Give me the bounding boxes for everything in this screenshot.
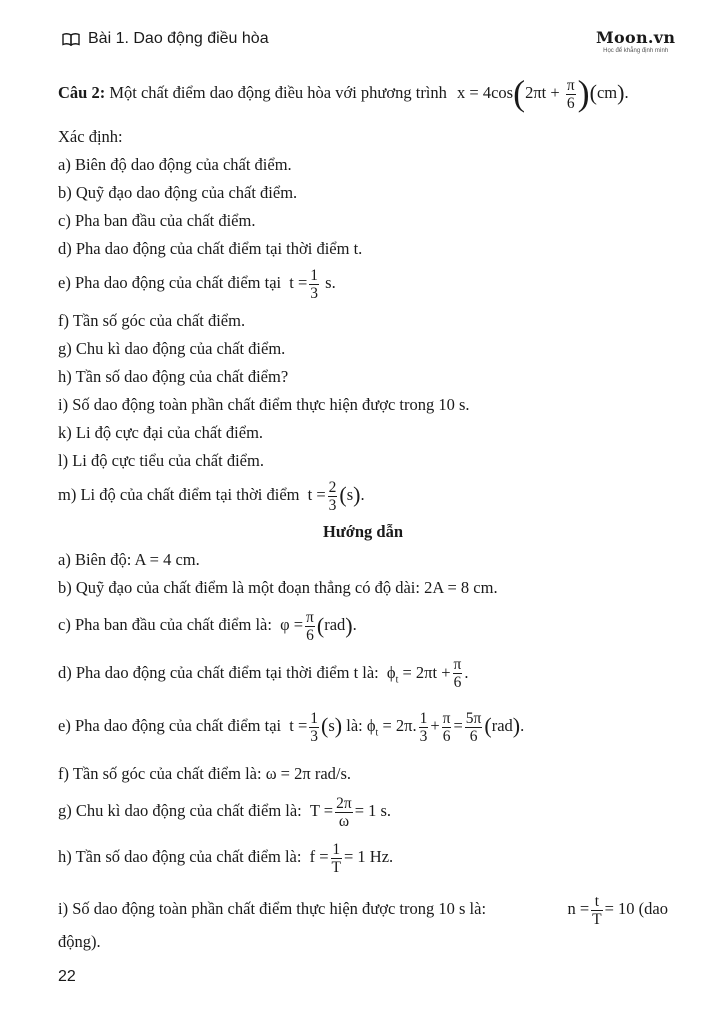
page-number: 22 — [58, 968, 76, 985]
question-text: Một chất điểm dao động điều hòa với phương trình — [109, 83, 447, 102]
header-title: Bài 1. Dao động điều hòa — [88, 30, 269, 47]
header-title-group — [62, 30, 269, 48]
list-item: b) Quỹ đạo dao động của chất điểm. — [58, 183, 298, 203]
list-item: g) Chu kì dao động của chất điểm. — [58, 339, 286, 359]
moon-logo — [596, 28, 675, 54]
solution-item: a) Biên độ: A = 4 cm. — [58, 550, 200, 570]
question-statement — [58, 70, 668, 117]
solution-item: b) Quỹ đạo của chất điểm là một đoạn thẳng có độ dài: 2A = 8 cm. — [58, 578, 498, 598]
logo-name: Moon.vn — [596, 28, 676, 47]
solution-item: f) Tần số góc của chất điểm là: ω = 2π rad/s. — [58, 764, 352, 784]
list-item: f) Tần số góc của chất điểm. — [58, 311, 246, 331]
book-icon — [62, 32, 80, 46]
list-item: c) Pha ban đầu của chất điểm. — [58, 211, 256, 231]
equation: x = 4cos(2πt + $\frac{\pi}{6}$ )(cm). — [457, 73, 629, 114]
solution-item: c) Pha ban đầu của chất điểm là: φ = $\frac{\pi}{6}$ (rad). — [58, 609, 357, 645]
logo-tagline: Học để khẳng định mình — [603, 48, 669, 54]
document-body — [58, 70, 668, 956]
solution-item: g) Chu kì dao động của chất điểm là: T = $\frac{2\pi}{\omega}$ = 1 s. — [58, 794, 392, 830]
list-item: h) Tần số dao động của chất điểm? — [58, 367, 289, 387]
list-item: i) Số dao động toàn phần chất điểm thực hiện được trong 10 s. — [58, 395, 470, 415]
question-intro: Xác định: — [58, 127, 123, 147]
question-label: Câu 2: — [58, 83, 106, 102]
list-item: l) Li độ cực tiểu của chất điểm. — [58, 451, 264, 471]
list-item: a) Biên độ dao động của chất điểm. — [58, 155, 292, 175]
solution-heading: Hướng dẫn — [322, 522, 404, 542]
solution-item: h) Tần số dao động của chất điểm là: f = $\frac{1}{T}$ = 1 Hz. — [58, 840, 394, 876]
list-item: e) Pha dao động của chất điểm tại t = $\frac{1}{3}$ s. — [58, 266, 336, 302]
solution-item: d) Pha dao động của chất điểm tại thời điểm t là: $\phi_t = 2\pi t$ + $\frac{\pi}{6}$ . — [58, 656, 469, 692]
solution-item-continuation: động). — [58, 932, 101, 952]
solution-item: e) Pha dao động của chất điểm tại t = $\frac{1}{3}$ (s) là: $\phi_t = 2\pi$. $\frac{1}{3}$ + $\frac{\pi}{6}$ = $\frac{5\pi}{6}$ (rad). — [58, 709, 525, 745]
list-item: d) Pha dao động của chất điểm tại thời điểm t. — [58, 239, 363, 259]
list-item: m) Li độ của chất điểm tại thời điểm t = $\frac{2}{3}$ (s). — [58, 478, 365, 514]
list-item: k) Li độ cực đại của chất điểm. — [58, 423, 264, 443]
solution-item: i) Số dao động toàn phần chất điểm thực hiện được trong 10 s là: n = $\frac{t}{T}$ = 10 (dao — [58, 892, 668, 928]
